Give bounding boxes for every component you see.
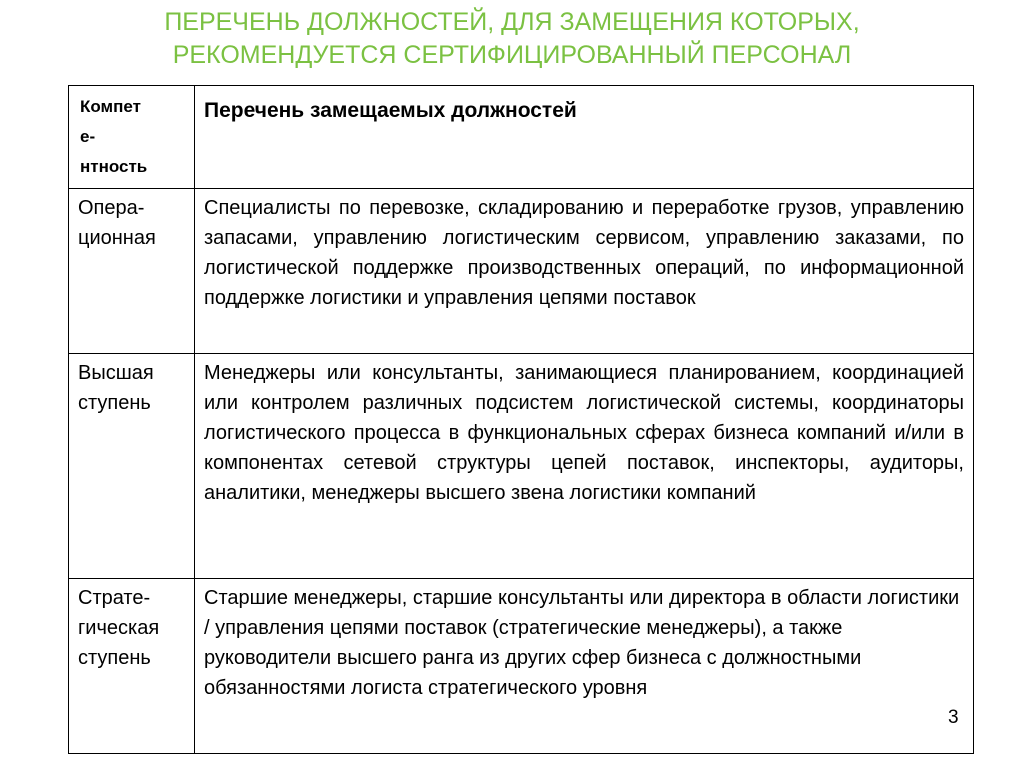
page-number: 3 (948, 707, 959, 728)
slide-title-line-2: РЕКОМЕНДУЕТСЯ СЕРТИФИЦИРОВАННЫЙ ПЕРСОНАЛ (172, 41, 852, 69)
header-competence-line-3: нтность (80, 157, 148, 176)
positions-description-strategic: Старшие менеджеры, старшие консультанты или директора в области логистики / управления цепями поставок (стратегические менеджеры), а также руководители высшего ранга из других сфер бизнеса с должностными обязанностями логиста стратегического уровня (195, 579, 974, 754)
header-competence (69, 86, 195, 189)
table-row (69, 189, 974, 354)
header-positions: Перечень замещаемых должностей (195, 86, 974, 189)
competence-label-line: ционная (78, 227, 156, 249)
positions-description-higher: Менеджеры или консультанты, занимающиеся планированием, координацией или контролем различных подсистем логистической системы, координаторы логистического процесса в функциональных сферах бизнеса компаний и/или в компонентах сетевой структуры цепей поставок, инспекторы, аудиторы, аналитики, менеджеры высшего звена логистики компаний (195, 354, 974, 579)
header-competence-line-2: е- (80, 127, 96, 146)
table-row (69, 354, 974, 579)
table-row (69, 579, 974, 754)
positions-description-operational: Специалисты по перевозке, складированию и переработке грузов, управлению запасами, управлению логистическим сервисом, управлению заказами, по логистической поддержке производственных операций, по информационной поддержке логистики и управления цепями поставок (195, 189, 974, 354)
competence-label-line: Страте- (78, 587, 151, 609)
competence-label-line: ступень (78, 392, 151, 414)
competence-label-line: гическая (78, 617, 160, 639)
competence-label-line: Высшая (78, 362, 154, 384)
competence-label-higher (69, 354, 195, 579)
competence-label-operational (69, 189, 195, 354)
table-header-row (69, 86, 974, 189)
competence-label-strategic (69, 579, 195, 754)
slide-title (0, 6, 1024, 72)
competence-label-line: ступень (78, 647, 151, 669)
competence-label-line: Опера- (78, 197, 145, 219)
header-competence-line-1: Компет (80, 97, 141, 116)
competence-table (68, 85, 974, 754)
slide-title-line-1: ПЕРЕЧЕНЬ ДОЛЖНОСТЕЙ, ДЛЯ ЗАМЕЩЕНИЯ КОТОРЫХ, (164, 8, 860, 36)
